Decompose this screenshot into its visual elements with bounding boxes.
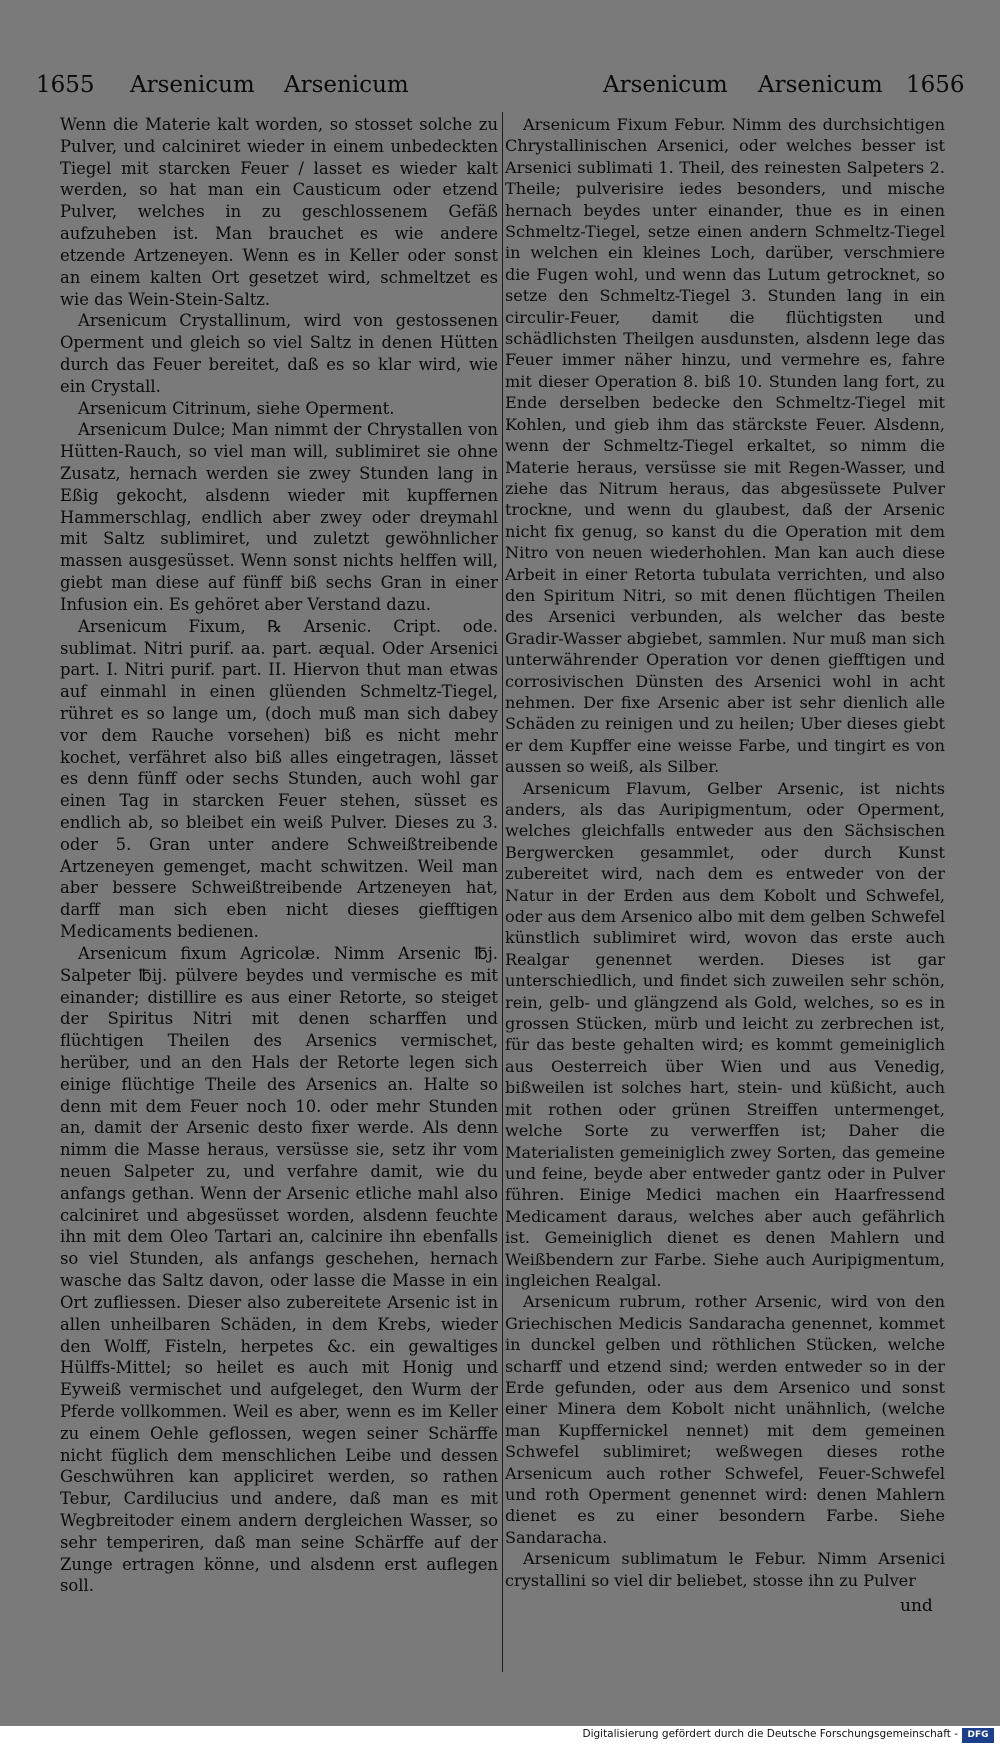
- funding-credit: Digitalisierung gefördert durch die Deutsche Forschungsgemeinschaft -: [582, 1728, 958, 1740]
- left-page-number: 1655: [36, 72, 95, 98]
- catchword: und: [900, 1596, 933, 1616]
- entry-arsenicum-sublimatum: Arsenicum sublimatum le Febur. Nimm Arsenici crystallini so viel dir beliebet, stosse ihn zu Pulver: [505, 1549, 945, 1590]
- entry-arsenicum-fixum-agricolae: Arsenicum fixum Agricolæ. Nimm Arsenic ℔j. Salpeter ℔ij. pülvere beydes und vermische es mit einander; distillire es aus einer Retorte, so steiget der Spiritus Nitri mit denen scharffen und flüchtigen Theilen des Arsenics vermischet, herüber, und an den Hals der Retorte legen sich einige flüchtige Theile des Arsenics an. Halte so denn mit dem Feuer noch 10. oder mehr Stunden an, damit der Arsenic desto fixer werde. Als denn nimm die Masse heraus, versüsse sie, setz ihr vom neuen Salpeter zu, und verfahre damit, wie du anfangs gethan. Wenn der Arsenic etliche mahl also calciniret und abgesüsset worden, alsdenn feuchte ihn mit dem Oleo Tartari an, calcinire ihn ebenfalls so viel Stunden, als anfangs geschehen, hernach wasche das Saltz davon, oder lasse die Masse in ein Ort zufliessen. Dieser also zubereitete Arsenic ist in allen unheilbaren Schäden, in dem Krebs, wieder den Wolff, Fisteln, herpetes &c. ein gewaltiges Hülffs-Mittel; so heilet es auch mit Honig und Eyweiß vermischet und aufgeleget, den Wurm der Pferde vollkommen. Weil es aber, wenn es im Keller zu einem Oehle geflossen, wegen seiner Schärffe nicht füglich dem menschlichen Leibe und dessen Geschwühren kan appliciret werden, so rathen Tebur, Cardilucius und andere, daß man es mit Wegbreitoder einem andern dergleichen Wasser, so sehr temperiren, daß man seine Schärffe auf der Zunge ertragen könne, und alsdenn erst auflegen soll.: [60, 943, 498, 1596]
- entry-arsenicum-rubrum: Arsenicum rubrum, rother Arsenic, wird von den Griechischen Medicis Sandaracha genennet, kommet in dunckel gelben und röthlichen Stücken, welche scharff und etzend sind; werden entweder so in der Erde gefunden, oder aus dem Arsenico und sonst einer Minera dem Kobolt nicht unähnlich, (welche man Kupffernickel nennet) mit dem gemeinen Schwefel sublimiret; weßwegen dieses rothe Arsenicum auch rother Schwefel, Feuer-Schwefel und roth Operment genennet wird: denen Mahlern dienet es zu einer besondern Farbe. Siehe Sandaracha.: [505, 1292, 945, 1547]
- right-running-title-1: Arsenicum: [603, 72, 728, 98]
- footer-bar: [0, 1726, 1000, 1746]
- entry-arsenicum-dulce: Arsenicum Dulce; Man nimmt der Chrystallen von Hütten-Rauch, so viel man will, sublimiret sie ohne Zusatz, hernach werden sie zwey Stunden lang in Eßig gekocht, alsdenn wieder mit kupffernen Hammerschlag, endlich aber zwey oder dreymahl mit Saltz sublimiret, und zuletzt gewöhnlicher massen ausgesüsset. Wenn sonst nichts helffen will, giebt man diese auf fünff biß sechs Gran in einer Infusion ein. Es gehöret aber Verstand dazu.: [60, 420, 498, 614]
- entry-arsenicum-flavum: Arsenicum Flavum, Gelber Arsenic, ist nichts anders, als das Auripigmentum, oder Operment, welches gleichfalls entweder aus den Sächsischen Bergwercken gesammlet, oder durch Kunst zubereitet wird, nach dem es entweder von der Natur in der Erden aus dem Kobolt und Schwefel, oder aus dem Arsenico albo mit dem gelben Schwefel künstlich sublimiret wird, wovon das erste auch Realgar genennet werden. Dieses ist gar unterschiedlich, und findet sich zuweilen sehr schön, rein, gelb- und glängzend als Gold, welches, so es in grossen Stücken, mürb und leicht zu zerbrechen ist, für das beste gehalten wird; es kommt gemeiniglich aus Oesterreich über Wien und aus Venedig, bißweilen ist solches hart, stein- und küßicht, auch mit rothen oder grünen Streiffen untermenget, welche Sorte zu verwerffen ist; Daher die Materialisten gemeiniglich zwey Sorten, das gemeine und feine, beyde aber entweder gantz oder in Pulver führen. Einige Medici machen ein Haarfressend Medicament daraus, welches aber auch gefährlich ist. Gemeiniglich dienet es denen Mahlern und Weißbendern zur Farbe. Siehe auch Auripigmentum, ingleichen Realgal.: [505, 778, 945, 1290]
- entry-arsenicum-fixum: Arsenicum Fixum, ℞ Arsenic. Cript. ode. sublimat. Nitri purif. aa. part. æqual. Oder Arsenici part. I. Nitri purif. part. II. Hiervon thut man etwas auf einmahl in einen glüenden Schmeltz-Tiegel, rühret es so lange um, (doch muß man sich dabey vor dem Rauche vorsehen) biß es nicht mehr kochet, verfähret also biß alles eingetragen, lässet es denn fünff oder sechs Stunden, auch wohl gar einen Tag in starcken Feuer stehen, süsset es endlich ab, so bleibet ein weiß Pulver. Dieses zu 3. oder 5. Gran unter andere Schweißtreibende Artzeneyen gemenget, macht schwitzen. Weil man aber bessere Schweißtreibende Artzeneyen hat, darff man sich eben nicht dieses giefftigen Medicaments bedienen.: [60, 616, 498, 942]
- running-header: [36, 72, 964, 106]
- entry-arsenicum-crystallinum: Arsenicum Crystallinum, wird von gestossenen Operment und gleich so viel Saltz in denen Hütten durch das Feuer bereitet, daß es so klar wird, wie ein Crystall.: [60, 311, 498, 396]
- left-running-title-2: Arsenicum: [284, 72, 409, 98]
- right-page-number: 1656: [906, 72, 965, 98]
- paragraph: Wenn die Materie kalt worden, so stosset solche zu Pulver, und calciniret wieder in einem unbedeckten Tiegel mit starcken Feuer / lasset es wieder kalt werden, so hat man ein Causticum oder etzend Pulver, welches in zu geschlossenem Gefäß aufzuheben ist. Man brauchet es wie andere etzende Artzeneyen. Wenn es in Keller oder sonst an einem kalten Ort gesetzet wird, schmeltzet es wie das Wein-Stein-Saltz.: [60, 115, 498, 309]
- entry-arsenicum-citrinum: Arsenicum Citrinum, siehe Operment.: [78, 398, 395, 418]
- left-running-title-1: Arsenicum: [130, 72, 255, 98]
- right-running-title-2: Arsenicum: [758, 72, 883, 98]
- column-divider: [502, 112, 503, 1672]
- dfg-logo: DFG: [962, 1728, 994, 1743]
- entry-arsenicum-fixum-febur: Arsenicum Fixum Febur. Nimm des durchsichtigen Chrystallinischen Arsenici, oder welches besser ist Arsenici sublimati 1. Theil, des reinesten Salpeters 2. Theile; pulverisire iedes besonders, und mische hernach beydes unter einander, thue es in einen Schmeltz-Tiegel, setze einen andern Schmeltz-Tiegel in welchen ein kleines Loch, darüber, verschmiere die Fugen wohl, und wenn das Lutum getrocknet, so setze den Schmeltz-Tiegel 3. Stunden lang in ein circulir-Feuer, damit die flüchtigsten und schädlichsten Theilgen ausdunsten, alsdenn lege das Feuer immer näher hinzu, und vermehre es, fahre mit dieser Operation 8. biß 10. Stunden lang fort, zu Ende derselben bedecke den Schmeltz-Tiegel mit Kohlen, und gieb ihm das stärckste Feuer. Alsdenn, wenn der Schmeltz-Tiegel erkaltet, so nimm die Materie heraus, versüsse sie mit Regen-Wasser, und ziehe das Nitrum heraus, das abgesüssete Pulver trockne, und wenn du glaubest, daß der Arsenic nicht fix genug, so kanst du die Operation mit dem Nitro von neuen wiederhohlen. Man kan auch diese Arbeit in einer Retorta tubulata verrichten, und also den Spiritum Nitri, so mit denen flüchtigen Theilen des Arsenici verbunden, als welcher das beste Gradir-Wasser abgiebet, sammlen. Nur muß man sich unterwährender Operation vor denen giefftigen und corrosivischen Dünsten des Arsenici wohl in acht nehmen. Der fixe Arsenic aber ist sehr dienlich alle Schäden zu reinigen und zu heilen; Uber dieses giebt er dem Kupffer eine weisse Farbe, und tingirt es von aussen so weiß, als Silber.: [505, 115, 945, 777]
- left-text-column: [60, 114, 498, 1597]
- right-text-column: [505, 114, 945, 1591]
